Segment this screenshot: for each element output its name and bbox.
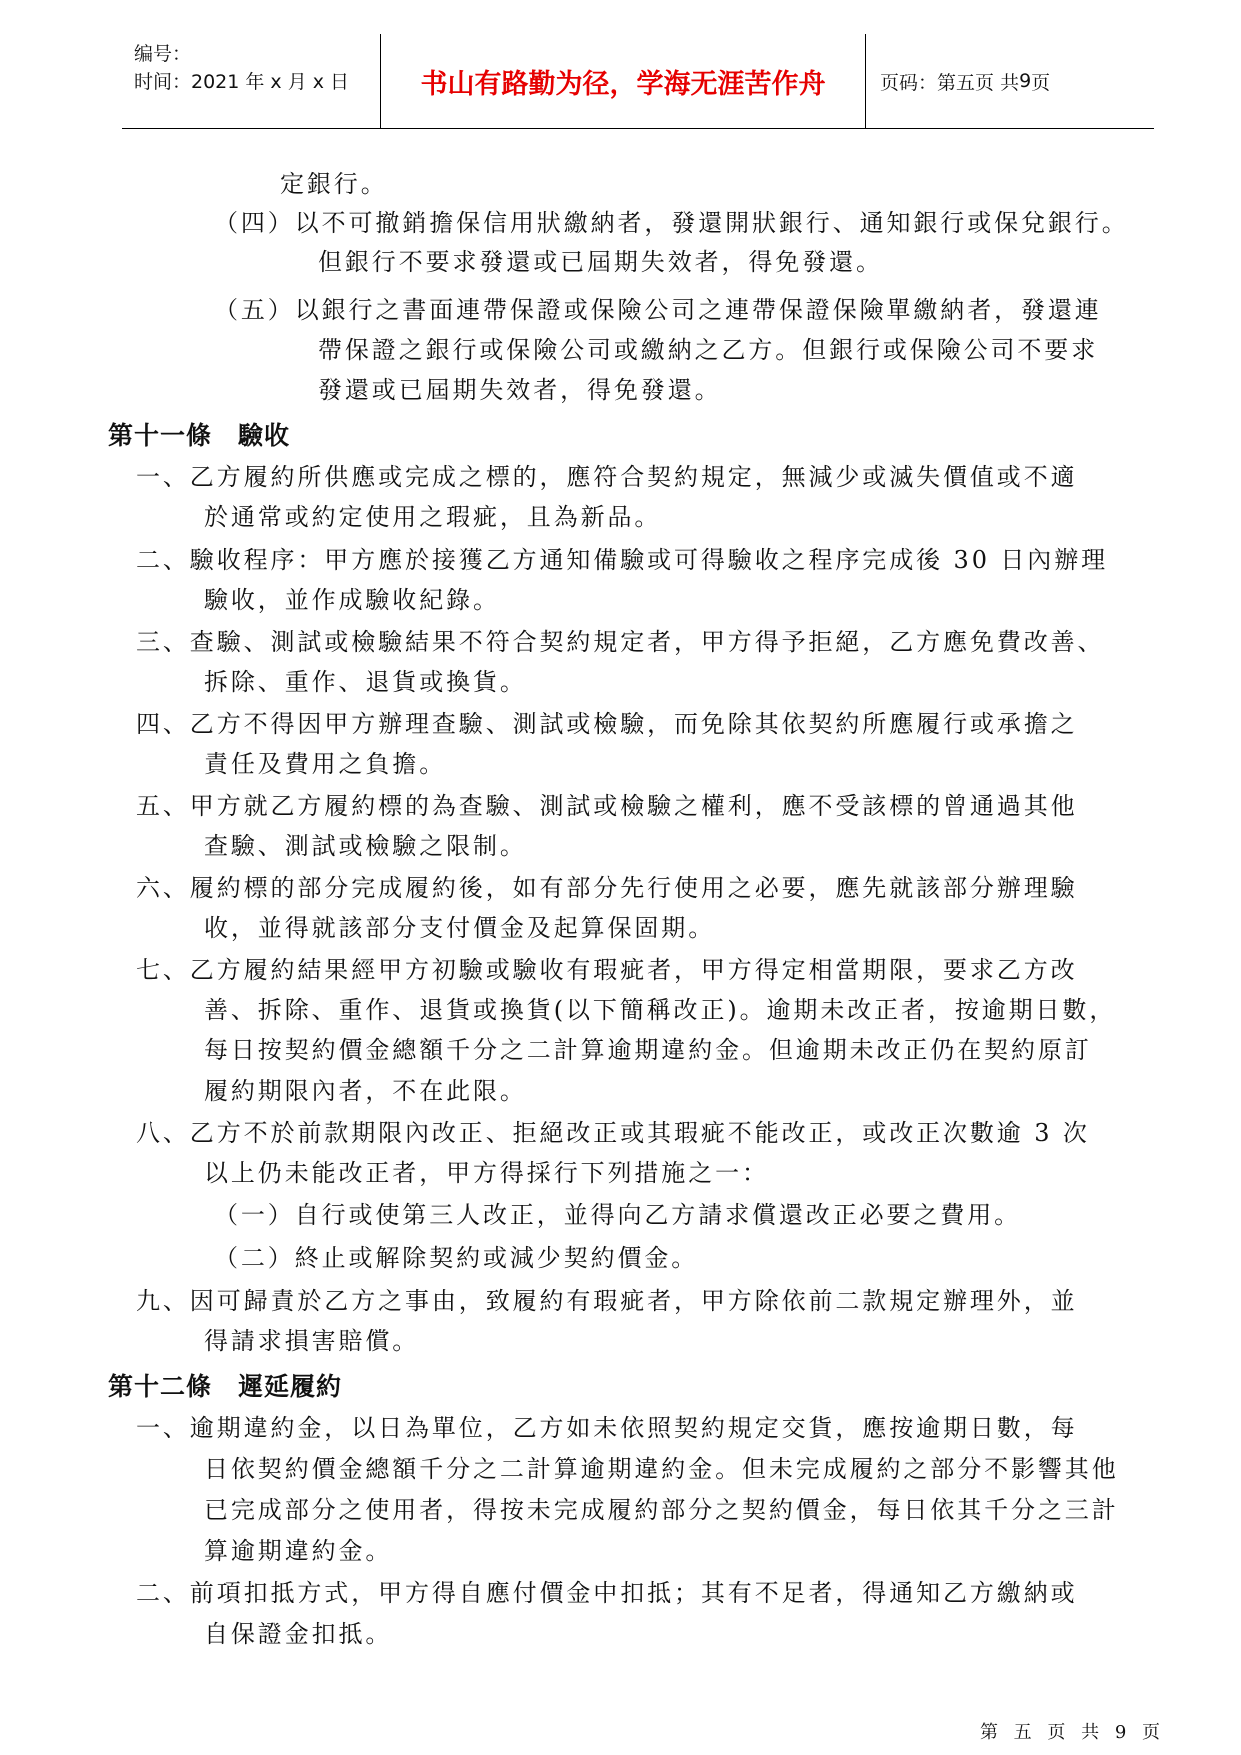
body-line: 二、前項扣抵方式，甲方得自應付價金中扣抵；其有不足者，得通知乙方繳納或: [136, 1579, 1078, 1607]
page-mid: 页 共: [975, 71, 1020, 94]
body-line: 驗收，並作成驗收紀錄。: [204, 586, 500, 614]
body-line: 發還或已屆期失效者，得免發還。: [318, 376, 722, 404]
body-line: （五）以銀行之書面連帶保證或保險公司之連帶保證保險單繳納者，發還連: [214, 296, 1102, 324]
body-line: 六、履約標的部分完成履約後，如有部分先行使用之必要，應先就該部分辦理驗: [136, 874, 1078, 902]
section-heading: 第十二條 遲延履約: [108, 1372, 343, 1401]
body-line: （四）以不可撤銷擔保信用狀繳納者，發還開狀銀行、通知銀行或保兌銀行。: [214, 209, 1129, 237]
body-line: 五、甲方就乙方履約標的為查驗、測試或檢驗之權利，應不受該標的曾通過其他: [136, 792, 1078, 820]
body-line: 以上仍未能改正者，甲方得採行下列措施之一：: [204, 1159, 769, 1187]
body-line: 但銀行不要求發還或已屆期失效者，得免發還。: [318, 248, 883, 276]
header-motto: 书山有路勤为径，学海无涯苦作舟: [380, 34, 866, 128]
page-current: 五: [956, 71, 976, 94]
body-line: 得請求損害賠償。: [204, 1327, 420, 1355]
body-line: 責任及費用之負擔。: [204, 750, 447, 778]
body-line: 一、逾期違約金，以日為單位，乙方如未依照契約規定交貨，應按逾期日數，每: [136, 1414, 1078, 1442]
body-line: 每日按契約價金總額千分之二計算逾期違約金。但逾期未改正仍在契約原訂: [204, 1036, 1092, 1064]
section-heading: 第十一條 驗收: [108, 421, 291, 450]
body-line: 一、乙方履約所供應或完成之標的，應符合契約規定，無減少或滅失價值或不適: [136, 463, 1078, 491]
time-label: 时间：2021 年 x 月 x 日: [134, 71, 350, 93]
body-line: 日依契約價金總額千分之二計算逾期違約金。但未完成履約之部分不影響其他: [204, 1455, 1119, 1483]
body-line: （二）終止或解除契約或減少契約價金。: [214, 1244, 699, 1272]
body-line: 查驗、測試或檢驗之限制。: [204, 832, 527, 860]
body-line: 收，並得就該部分支付價金及起算保固期。: [204, 914, 716, 942]
page-footer: 第 五 页 共 9 页: [979, 1722, 1165, 1743]
body-line: 算逾期違約金。: [204, 1537, 393, 1565]
body-line: 於通常或約定使用之瑕疵，且為新品。: [204, 503, 662, 531]
body-line: 八、乙方不於前款期限內改正、拒絕改正或其瑕疵不能改正，或改正次數逾 3 次: [136, 1119, 1090, 1147]
bianhao-label: 编号：: [134, 43, 192, 65]
body-line: 已完成部分之使用者，得按未完成履約部分之契約價金，每日依其千分之三計: [204, 1496, 1119, 1524]
page-total: 9: [1019, 70, 1032, 92]
body-line: 四、乙方不得因甲方辦理查驗、測試或檢驗，而免除其依契約所應履行或承擔之: [136, 710, 1078, 738]
page-suffix: 页: [1031, 71, 1051, 94]
body-line: 七、乙方履約結果經甲方初驗或驗收有瑕疵者，甲方得定相當期限，要求乙方改: [136, 956, 1078, 984]
body-line: （一）自行或使第三人改正，並得向乙方請求償還改正必要之費用。: [214, 1201, 1021, 1229]
body-line: 三、查驗、測試或檢驗結果不符合契約規定者，甲方得予拒絕，乙方應免費改善、: [136, 628, 1105, 656]
body-line: 自保證金扣抵。: [204, 1620, 393, 1648]
body-line: 定銀行。: [280, 170, 388, 198]
body-line: 善、拆除、重作、退貨或換貨(以下簡稱改正)。逾期未改正者，按逾期日數，: [204, 996, 1117, 1024]
body-line: 帶保證之銀行或保險公司或繳納之乙方。但銀行或保險公司不要求: [318, 336, 1099, 364]
body-line: 二、驗收程序：甲方應於接獲乙方通知備驗或可得驗收之程序完成後 30 日內辦理: [136, 546, 1108, 574]
page-label: 页码：第: [880, 71, 957, 94]
body-line: 九、因可歸責於乙方之事由，致履約有瑕疵者，甲方除依前二款規定辦理外，並: [136, 1287, 1078, 1315]
body-line: 履約期限內者，不在此限。: [204, 1077, 527, 1105]
body-line: 拆除、重作、退貨或換貨。: [204, 668, 527, 696]
